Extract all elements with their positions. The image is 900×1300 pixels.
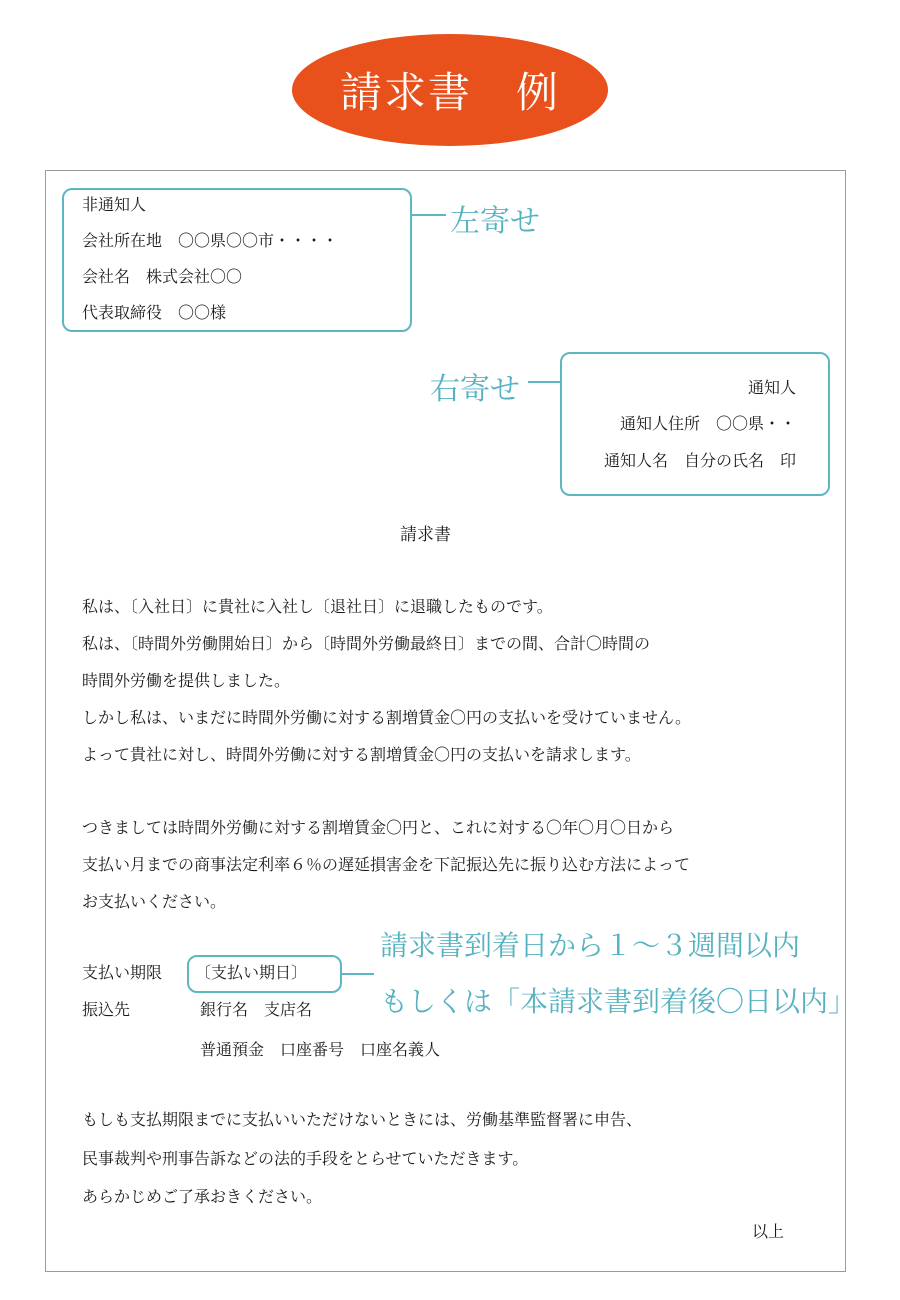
sender-line: 代表取締役 〇〇様 (82, 303, 227, 322)
body-line: つきましては時間外労働に対する割増賃金〇円と、これに対する〇年〇月〇日から (82, 818, 675, 837)
body-line: しかし私は、いまだに時間外労働に対する割増賃金〇円の支払いを受けていません。 (82, 708, 691, 727)
body-line: もしも支払期限までに支払いいただけないときには、労働基準監督署に申告、 (82, 1110, 643, 1129)
body-line: よって貴社に対し、時間外労働に対する割増賃金〇円の支払いを請求します。 (82, 745, 641, 764)
deadline-value: 〔支払い期日〕 (195, 963, 308, 982)
deadline-note-line1: 請求書到着日から１～３週間以内 (380, 929, 801, 962)
left-align-connector (412, 214, 446, 216)
body-line: 時間外労働を提供しました。 (82, 671, 291, 690)
body-line: 民事裁判や刑事告訴などの法的手段をとらせていただきます。 (82, 1149, 529, 1168)
sender-line: 会社名 株式会社〇〇 (82, 267, 243, 286)
right-align-connector (528, 381, 560, 383)
body-line: 私は、〔入社日〕に貴社に入社し〔退社日〕に退職したものです。 (82, 597, 553, 616)
title-text: 請求書 例 (339, 68, 560, 117)
account-line: 普通預金 口座番号 口座名義人 (200, 1040, 441, 1059)
sender-line: 会社所在地 〇〇県〇〇市・・・・ (82, 231, 339, 250)
left-align-note: 左寄せ (450, 204, 540, 239)
bank-line: 銀行名 支店名 (200, 1000, 313, 1019)
body-line: お支払いください。 (82, 892, 227, 911)
deadline-connector (342, 973, 374, 975)
sender-line: 非通知人 (82, 195, 147, 214)
title-badge (292, 34, 608, 146)
doc-title: 請求書 (400, 525, 451, 545)
body-line: 私は、〔時間外労働開始日〕から〔時間外労働最終日〕までの間、合計〇時間の (82, 634, 651, 653)
right-align-note: 右寄せ (430, 372, 520, 407)
transfer-label: 振込先 (82, 1000, 131, 1019)
body-line: 支払い月までの商事法定利率６％の遅延損害金を下記振込先に振り込む方法によって (82, 855, 691, 874)
body-line: あらかじめご了承おきください。 (82, 1187, 323, 1206)
recipient-line: 通知人 (747, 378, 796, 397)
recipient-line: 通知人名 自分の氏名 印 (603, 451, 796, 470)
deadline-label: 支払い期限 (82, 963, 163, 982)
deadline-note-line2: もしくは「本請求書到着後〇日以内」 (380, 985, 857, 1018)
closing: 以上 (752, 1222, 785, 1241)
recipient-line: 通知人住所 〇〇県・・ (619, 414, 796, 433)
